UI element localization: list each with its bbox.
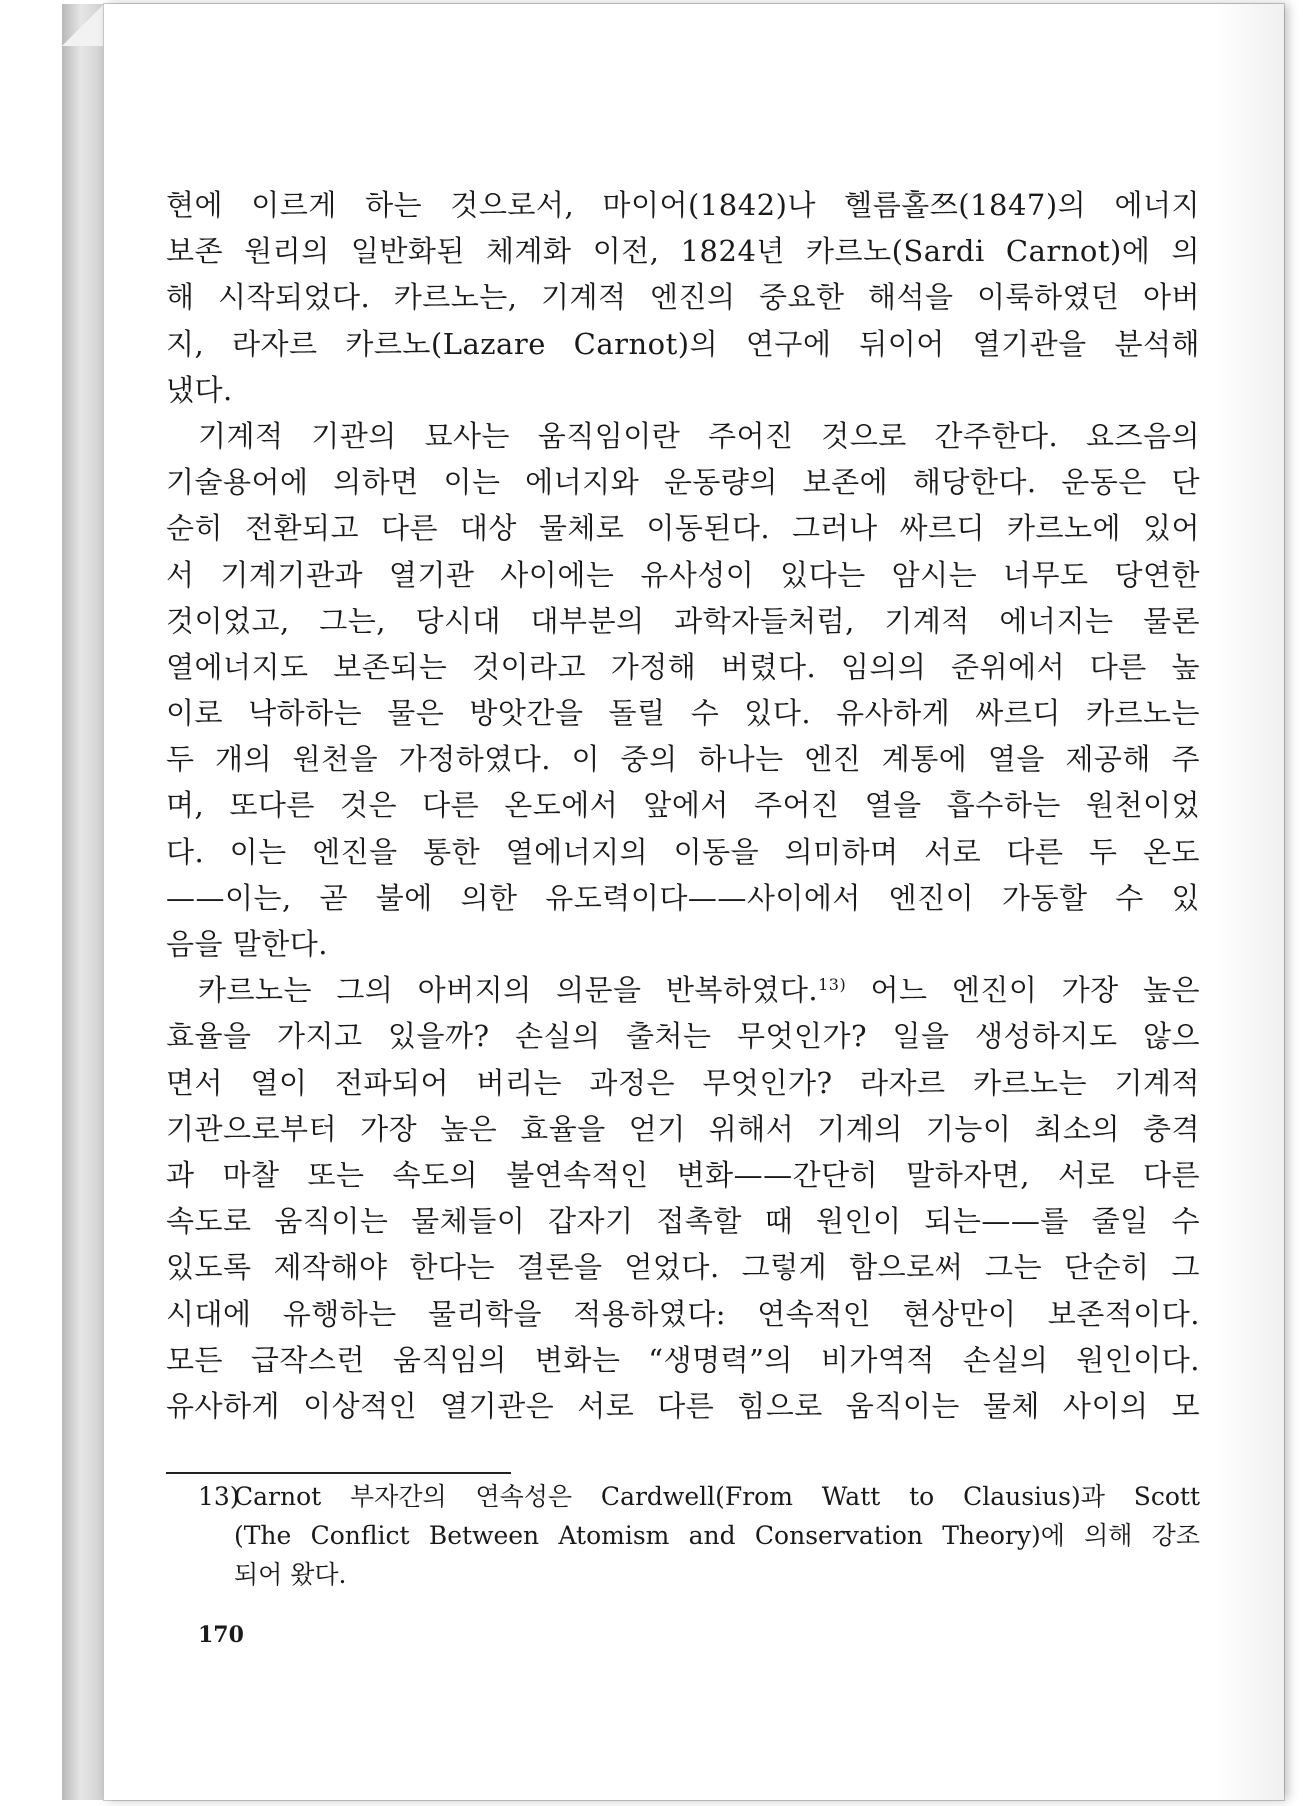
footnote-line: 되어 왔다. xyxy=(234,1560,347,1589)
body-line: 이로 낙하하는 물은 방앗간을 돌릴 수 있다. 유사하게 싸르디 카르노는 xyxy=(166,696,1200,731)
body-line: 모든 급작스런 움직임의 변화는 “생명력”의 비가역적 손실의 원인이다. xyxy=(166,1342,1200,1377)
book-edge-corner xyxy=(62,4,104,46)
body-line: 기술용어에 의하면 이는 에너지와 운동량의 보존에 해당한다. 운동은 단 xyxy=(166,465,1200,500)
body-line: 음을 말한다. xyxy=(166,927,329,961)
body-line: 열에너지도 보존되는 것이라고 가정해 버렸다. 임의의 준위에서 다른 높 xyxy=(166,649,1200,684)
book-edge xyxy=(62,4,104,1800)
body-line: 지, 라자르 카르노(Lazare Carnot)의 연구에 뒤이어 열기관을 분석해 xyxy=(166,326,1200,361)
body-line: ——이는, 곧 불에 의한 유도력이다——사이에서 엔진이 가동할 수 있 xyxy=(166,880,1200,915)
footnote-line: (The Conflict Between Atomism and Conservation Theory)에 의해 강조 xyxy=(234,1521,1200,1550)
body-line: 과 마찰 또는 속도의 불연속적인 변화——간단히 말하자면, 서로 다른 xyxy=(166,1157,1200,1192)
body-line-start: 카르노는 그의 아버지의 의문을 반복하였다. xyxy=(198,973,819,1008)
body-line: 순히 전환되고 다른 대상 물체로 이동된다. 그러나 싸르디 카르노에 있어 xyxy=(166,511,1200,546)
body-line: 기관으로부터 가장 높은 효율을 얻기 위해서 기계의 기능이 최소의 충격 xyxy=(166,1111,1200,1146)
body-line-with-footnote-ref xyxy=(166,967,1200,1013)
body-line-end: 어느 엔진이 가장 높은 xyxy=(846,973,1200,1008)
body-line: 면서 열이 전파되어 버리는 과정은 무엇인가? 라자르 카르노는 기계적 xyxy=(166,1065,1200,1100)
body-line: 기계적 기관의 묘사는 움직임이란 주어진 것으로 간주한다. 요즈음의 xyxy=(198,418,1200,453)
footnote xyxy=(198,1477,1200,1594)
body-line: 냈다. xyxy=(166,372,233,407)
page-number: 170 xyxy=(198,1622,244,1648)
body-line: 시대에 유행하는 물리학을 적용하였다: 연속적인 현상만이 보존적이다. xyxy=(166,1296,1200,1331)
page-shade xyxy=(1214,4,1284,1800)
footnote-number: 13) xyxy=(198,1482,240,1511)
body-text xyxy=(166,182,1200,1429)
footnote-line xyxy=(198,1477,1200,1516)
body-line: 두 개의 원천을 가정하였다. 이 중의 하나는 엔진 계통에 열을 제공해 주 xyxy=(166,742,1200,777)
body-line: 현에 이르게 하는 것으로서, 마이어(1842)나 헬름홀쯔(1847)의 에너지 xyxy=(166,188,1200,222)
body-line: 효율을 가지고 있을까? 손실의 출처는 무엇인가? 일을 생성하지도 않으 xyxy=(166,1019,1200,1054)
body-line: 보존 원리의 일반화된 체계화 이전, 1824년 카르노(Sardi Carnot)에 의 xyxy=(166,234,1200,269)
body-line: 속도로 움직이는 물체들이 갑자기 접촉할 때 원인이 되는——를 줄일 수 xyxy=(166,1204,1200,1239)
body-line: 서 기계기관과 열기관 사이에는 유사성이 있다는 암시는 너무도 당연한 xyxy=(166,557,1200,592)
body-line: 며, 또다른 것은 다른 온도에서 앞에서 주어진 열을 흡수하는 원천이었 xyxy=(166,788,1200,823)
body-line: 유사하게 이상적인 열기관은 서로 다른 힘으로 움직이는 물체 사이의 모 xyxy=(166,1388,1200,1423)
body-line: 다. 이는 엔진을 통한 열에너지의 이동을 의미하며 서로 다른 두 온도 xyxy=(166,834,1200,869)
footnote-text: Carnot 부자간의 연속성은 Cardwell(From Watt to Clausius)과 Scott xyxy=(234,1482,1200,1511)
body-line: 있도록 제작해야 한다는 결론을 얻었다. 그렇게 함으로써 그는 단순히 그 xyxy=(166,1250,1200,1285)
footnote-divider xyxy=(166,1472,511,1474)
body-line: 것이었고, 그는, 당시대 대부분의 과학자들처럼, 기계적 에너지는 물론 xyxy=(166,603,1200,638)
footnote-reference: 13) xyxy=(818,975,847,995)
body-line: 해 시작되었다. 카르노는, 기계적 엔진의 중요한 해석을 이룩하였던 아버 xyxy=(166,280,1200,315)
